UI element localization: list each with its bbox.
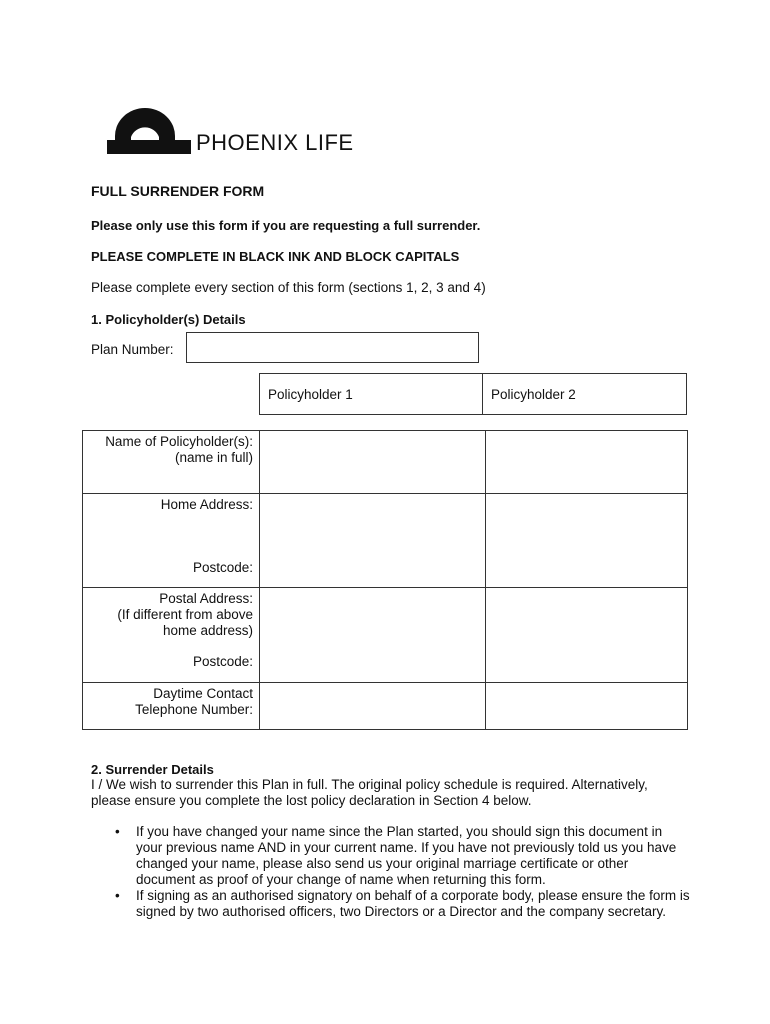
- plan-number-label: Plan Number:: [91, 342, 174, 357]
- form-title: FULL SURRENDER FORM: [91, 183, 265, 199]
- postal-address-label: [83, 588, 260, 683]
- name-label: [83, 431, 260, 494]
- policyholder1-header: Policyholder 1: [260, 374, 483, 415]
- policyholder2-header: Policyholder 2: [483, 374, 687, 415]
- phone-label-line2: Telephone Number:: [135, 702, 253, 717]
- brand-name: PHOENIX LIFE: [196, 130, 354, 155]
- section2-bullet-list: [91, 824, 691, 920]
- ink-notice: PLEASE COMPLETE IN BLACK INK AND BLOCK CAPITALS: [91, 249, 460, 264]
- phone-field-policyholder2[interactable]: [486, 683, 688, 730]
- bullet-icon: •: [115, 824, 120, 839]
- name-label-line1: Name of Policyholder(s):: [105, 434, 253, 449]
- section2-heading: 2. Surrender Details: [91, 762, 214, 777]
- postal-label-line2: (If different from above: [117, 607, 253, 622]
- postal-label-line3: home address): [162, 623, 253, 638]
- sections-notice: Please complete every section of this form (sections 1, 2, 3 and 4): [91, 280, 486, 295]
- bullet-text: If signing as an authorised signatory on behalf of a corporate body, please ensure the form is signed by two authorised officers, two Directors or a Director and the company secretary.: [136, 888, 690, 919]
- home-address-field-policyholder2[interactable]: [486, 494, 688, 588]
- home-postcode-label: Postcode:: [192, 560, 253, 575]
- list-item: [91, 888, 691, 920]
- section2-paragraph: I / We wish to surrender this Plan in full. The original policy schedule is required. Alternatively, please ensure you complete the lost policy declaration in Section 4 below.: [91, 777, 648, 808]
- table-row: [83, 431, 688, 494]
- postal-label-line1: Postal Address:: [159, 591, 253, 606]
- bullet-icon: •: [115, 888, 120, 903]
- phone-field-policyholder1[interactable]: [260, 683, 486, 730]
- list-item: [91, 824, 691, 888]
- policyholder-details-table: [82, 430, 688, 730]
- policyholder-column-headers: [259, 373, 687, 415]
- phoenix-logo-icon: [107, 104, 191, 154]
- table-row: [83, 494, 688, 588]
- phone-label: [83, 683, 260, 730]
- postal-address-field-policyholder1[interactable]: [260, 588, 486, 683]
- plan-number-field[interactable]: [186, 332, 479, 363]
- home-address-label-text: Home Address:: [160, 497, 253, 512]
- postal-address-field-policyholder2[interactable]: [486, 588, 688, 683]
- name-field-policyholder1[interactable]: [260, 431, 486, 494]
- name-field-policyholder2[interactable]: [486, 431, 688, 494]
- section1-heading: 1. Policyholder(s) Details: [91, 312, 246, 327]
- postal-postcode-label: Postcode:: [192, 654, 253, 669]
- name-label-line2: (name in full): [174, 450, 253, 465]
- home-address-field-policyholder1[interactable]: [260, 494, 486, 588]
- bullet-text: If you have changed your name since the Plan started, you should sign this document in your previous name AND in your current name. If you have not previously told us you have changed your name, please also send us your original marriage certificate or other document as proof of your change of name when returning this form.: [136, 824, 677, 887]
- full-surrender-notice: Please only use this form if you are requesting a full surrender.: [91, 218, 481, 233]
- table-row: [83, 683, 688, 730]
- home-address-label: [83, 494, 260, 588]
- phone-label-line1: Daytime Contact: [153, 686, 253, 701]
- table-row: [83, 588, 688, 683]
